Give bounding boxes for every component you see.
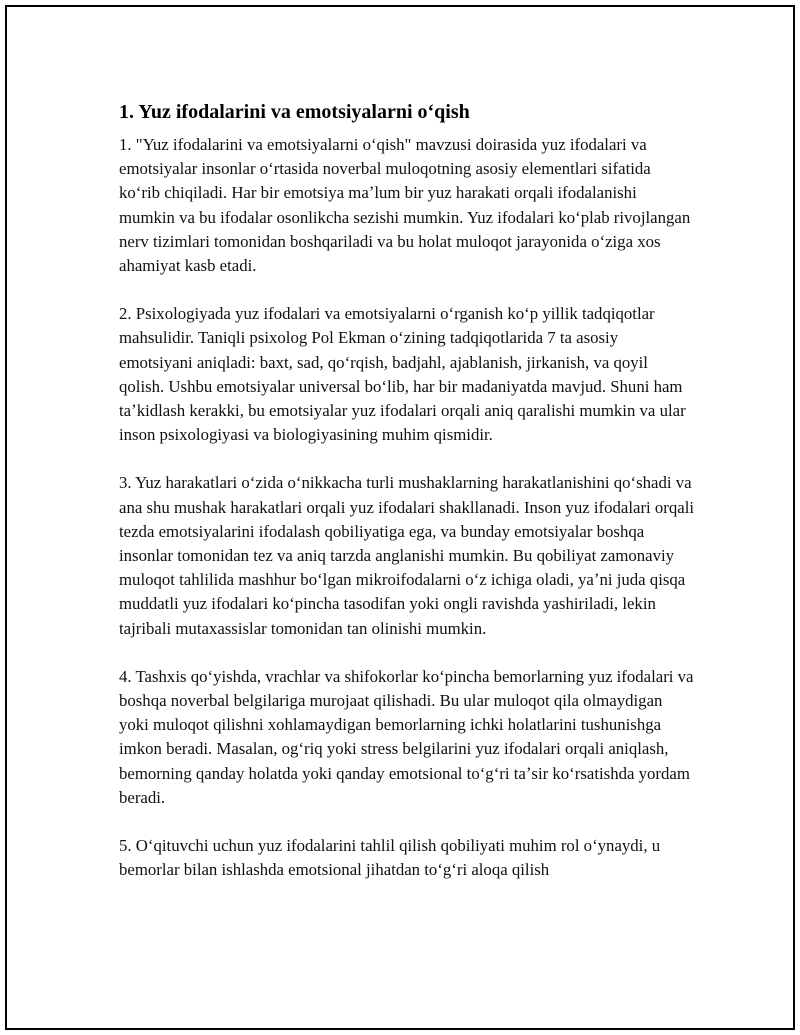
paragraph-4: 4. Tashxis qoʻyishda, vrachlar va shifokorlar koʻpincha bemorlarning yuz ifodalari va boshqa noverbal belgilariga murojaat qilishadi. Bu ular muloqot qila olmaydigan yoki muloqot qilishni xohlamaydigan bemorlarning ichki holatlarini tushunishga imkon beradi. Masalan, ogʻriq yoki stress belgilarini yuz ifodalari orqali aniqlash, bemorning qanday holatda yoki qanday emotsional toʻgʻri taʼsir koʻrsatishda yordam beradi. xyxy=(119,666,694,807)
document-body xyxy=(119,99,695,906)
paragraph-1: 1. "Yuz ifodalarini va emotsiyalarni oʻqish" mavzusi doirasida yuz ifodalari va emotsiyalar insonlar oʻrtasida noverbal muloqotning asosiy elementlari sifatida koʻrib chiqiladi. Har bir emotsiya maʼlum bir yuz harakati orqali ifodalanishi mumkin va bu ifodalar osonlikcha sezishi mumkin. Yuz ifodalari koʻplab rivojlangan nerv tizimlari tomonidan boshqariladi va bu holat muloqot jarayonida oʻziga xos ahamiyat kasb etadi. xyxy=(119,135,691,276)
paragraph-2: 2. Psixologiyada yuz ifodalari va emotsiyalarni oʻrganish koʻp yillik tadqiqotlar mahsulidir. Taniqli psixolog Pol Ekman oʻzining tadqiqotlarida 7 ta asosiy emotsiyani aniqladi: baxt, sad, qoʻrqish, badjahl, ajablanish, jirkanish, va qoyil qolish. Ushbu emotsiyalar universal boʻlib, har bir madaniyatda mavjud. Shuni ham taʼkidlash kerakki, bu emotsiyalar yuz ifodalari orqali aniq qaralishi mumkin va ular inson psixologiyasi va biologiyasining muhim qismidir. xyxy=(119,304,686,445)
document-page xyxy=(5,5,795,1030)
paragraph-5: 5. Oʻqituvchi uchun yuz ifodalarini tahlil qilish qobiliyati muhim rol oʻynaydi, u bemorlar bilan ishlashda emotsional jihatdan toʻgʻri aloqa qilish xyxy=(119,836,661,880)
paragraph-3: 3. Yuz harakatlari oʻzida oʻnikkacha turli mushaklarning harakatlanishini qoʻshadi va ana shu mushak harakatlari orqali yuz ifodalari shakllanadi. Inson yuz ifodalari orqali tezda emotsiyalarini ifodalash qobiliyatiga ega, va bunday emotsiyalar boshqa insonlar tomonidan tez va aniq tarzda anglanishi mumkin. Bu qobiliyat zamonaviy muloqot tahlilida mashhur boʻlgan mikroifodalarni oʻz ichiga oladi, yaʼni juda qisqa muddatli yuz ifodalari koʻpincha tasodifan yoki ongli ravishda yashiriladi, lekin tajribali mutaxassislar tomonidan tan olinishi mumkin. xyxy=(119,473,695,638)
section-title: 1. Yuz ifodalarini va emotsiyalarni oʻqish xyxy=(119,101,470,123)
